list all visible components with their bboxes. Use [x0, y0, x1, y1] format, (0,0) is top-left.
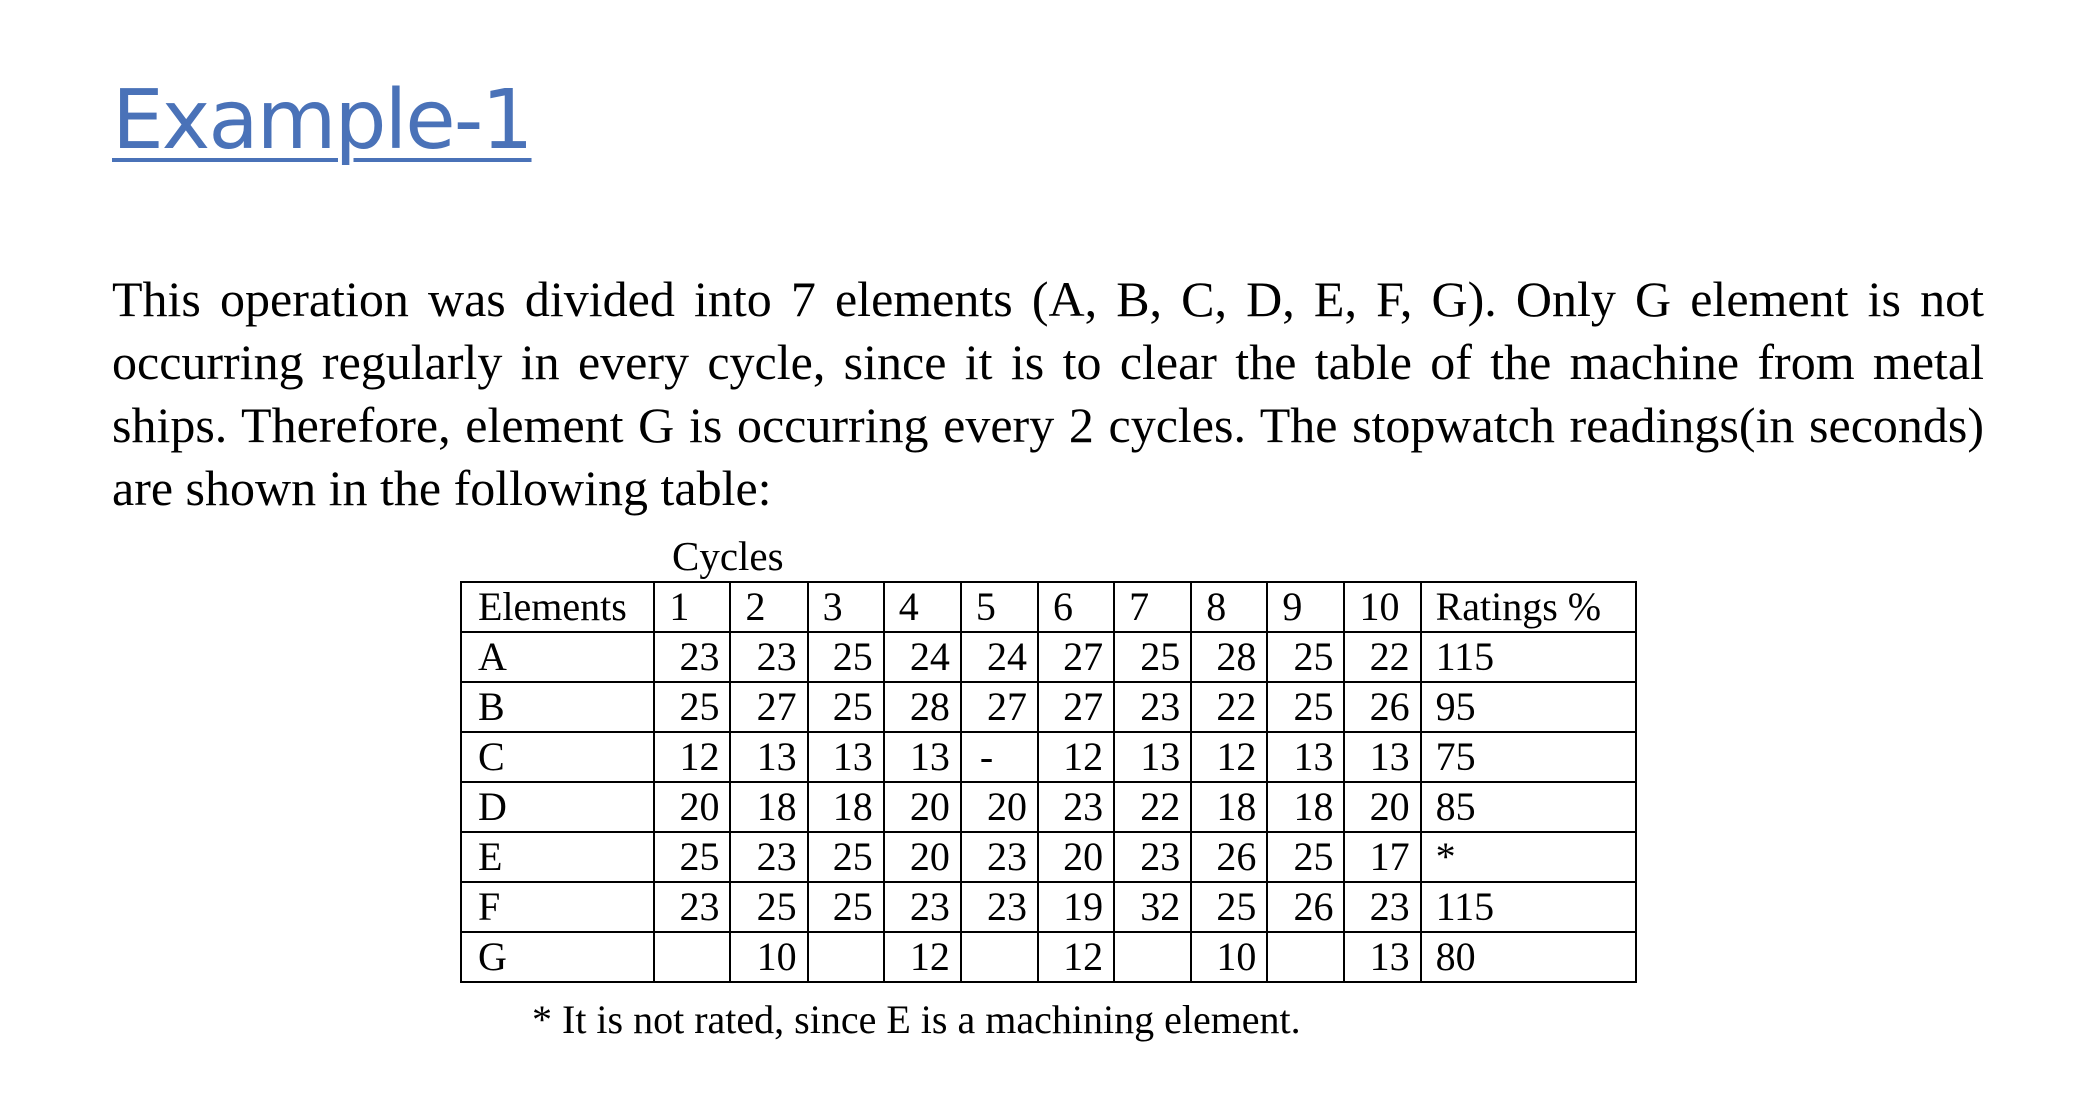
header-cycle-9: 9: [1267, 582, 1344, 632]
cycle-reading: 25: [1114, 632, 1191, 682]
header-cycle-5: 5: [961, 582, 1038, 632]
cycle-reading: [1114, 932, 1191, 982]
header-cycle-1: 1: [654, 582, 730, 632]
cycle-reading: 20: [884, 832, 961, 882]
cycle-reading: 13: [1344, 732, 1420, 782]
element-label: B: [461, 682, 654, 732]
stopwatch-readings-table: [460, 581, 1637, 983]
cycle-reading: 19: [1038, 882, 1114, 932]
cycle-reading: 13: [1267, 732, 1344, 782]
cycle-reading: 32: [1114, 882, 1191, 932]
cycle-reading: [654, 932, 730, 982]
cycle-reading: 12: [654, 732, 730, 782]
cycle-reading: 25: [654, 682, 730, 732]
table-row: [461, 632, 1636, 682]
cycle-reading: 18: [1191, 782, 1267, 832]
page-title: Example-1: [112, 73, 532, 168]
cycle-reading: [1267, 932, 1344, 982]
cycle-reading: 13: [1344, 932, 1420, 982]
cycle-reading: 20: [1038, 832, 1114, 882]
cycle-reading: 22: [1114, 782, 1191, 832]
element-label: C: [461, 732, 654, 782]
cycle-reading: -: [961, 732, 1038, 782]
rating-value: 80: [1421, 932, 1636, 982]
cycle-reading: 27: [1038, 682, 1114, 732]
cycle-reading: 23: [1114, 682, 1191, 732]
cycle-reading: 24: [884, 632, 961, 682]
cycle-reading: 13: [808, 732, 884, 782]
cycle-reading: 26: [1267, 882, 1344, 932]
cycle-reading: 25: [808, 632, 884, 682]
element-label: G: [461, 932, 654, 982]
table-row: [461, 832, 1636, 882]
header-cycle-8: 8: [1191, 582, 1267, 632]
header-cycle-6: 6: [1038, 582, 1114, 632]
header-cycle-2: 2: [730, 582, 807, 632]
cycle-reading: 20: [961, 782, 1038, 832]
cycle-reading: 18: [1267, 782, 1344, 832]
table-header-row: [461, 582, 1636, 632]
table-row: [461, 682, 1636, 732]
cycle-reading: 12: [1038, 932, 1114, 982]
element-label: F: [461, 882, 654, 932]
cycle-reading: 18: [808, 782, 884, 832]
intro-paragraph: This operation was divided into 7 elements (A, B, C, D, E, F, G). Only G element is not occurring regularly in every cycle, since it is to clear the table of the machine from metal ships. Therefore, element G is occurring every 2 cycles. The stopwatch readings(in seconds) are shown in the following table:: [112, 271, 1984, 516]
cycle-reading: 25: [730, 882, 807, 932]
cycle-reading: 22: [1191, 682, 1267, 732]
cycle-reading: 13: [1114, 732, 1191, 782]
cycle-reading: 25: [808, 832, 884, 882]
cycle-reading: 20: [1344, 782, 1420, 832]
cycle-reading: 20: [654, 782, 730, 832]
table-row: [461, 882, 1636, 932]
cycle-reading: 23: [961, 882, 1038, 932]
cycle-reading: 23: [1038, 782, 1114, 832]
header-ratings: Ratings %: [1421, 582, 1636, 632]
cycle-reading: 20: [884, 782, 961, 832]
header-cycle-3: 3: [808, 582, 884, 632]
cycle-reading: 25: [808, 882, 884, 932]
cycle-reading: 28: [1191, 632, 1267, 682]
rating-value: 85: [1421, 782, 1636, 832]
table-row: [461, 782, 1636, 832]
cycle-reading: 18: [730, 782, 807, 832]
header-cycle-10: 10: [1344, 582, 1420, 632]
cycle-reading: 23: [1344, 882, 1420, 932]
table-row: [461, 932, 1636, 982]
cycle-reading: [808, 932, 884, 982]
cycle-reading: 25: [654, 832, 730, 882]
rating-value: *: [1421, 832, 1636, 882]
cycle-reading: 27: [961, 682, 1038, 732]
cycle-reading: [961, 932, 1038, 982]
header-cycle-7: 7: [1114, 582, 1191, 632]
cycle-reading: 23: [654, 632, 730, 682]
table-row: [461, 732, 1636, 782]
cycle-reading: 22: [1344, 632, 1420, 682]
cycle-reading: 10: [1191, 932, 1267, 982]
cycle-reading: 23: [730, 632, 807, 682]
cycle-reading: 13: [730, 732, 807, 782]
rating-value: 115: [1421, 632, 1636, 682]
element-label: D: [461, 782, 654, 832]
cycle-reading: 13: [884, 732, 961, 782]
header-cycle-4: 4: [884, 582, 961, 632]
cycle-reading: 23: [884, 882, 961, 932]
cycle-reading: 25: [1267, 682, 1344, 732]
cycle-reading: 26: [1191, 832, 1267, 882]
header-elements: Elements: [461, 582, 654, 632]
cycle-reading: 27: [1038, 632, 1114, 682]
cycle-reading: 12: [1038, 732, 1114, 782]
cycle-reading: 25: [1191, 882, 1267, 932]
element-label: A: [461, 632, 654, 682]
rating-value: 95: [1421, 682, 1636, 732]
cycle-reading: 12: [1191, 732, 1267, 782]
rating-value: 115: [1421, 882, 1636, 932]
cycle-reading: 24: [961, 632, 1038, 682]
cycle-reading: 27: [730, 682, 807, 732]
cycle-reading: 25: [1267, 632, 1344, 682]
element-label: E: [461, 832, 654, 882]
cycle-reading: 25: [1267, 832, 1344, 882]
cycle-reading: 26: [1344, 682, 1420, 732]
table-caption: Cycles: [672, 533, 784, 579]
rating-value: 75: [1421, 732, 1636, 782]
cycle-reading: 23: [1114, 832, 1191, 882]
cycle-reading: 17: [1344, 832, 1420, 882]
cycle-reading: 23: [654, 882, 730, 932]
cycle-reading: 25: [808, 682, 884, 732]
cycle-reading: 12: [884, 932, 961, 982]
cycle-reading: 28: [884, 682, 961, 732]
footnote: * It is not rated, since E is a machining element.: [532, 997, 1301, 1042]
cycle-reading: 23: [961, 832, 1038, 882]
cycle-reading: 23: [730, 832, 807, 882]
cycle-reading: 10: [730, 932, 807, 982]
